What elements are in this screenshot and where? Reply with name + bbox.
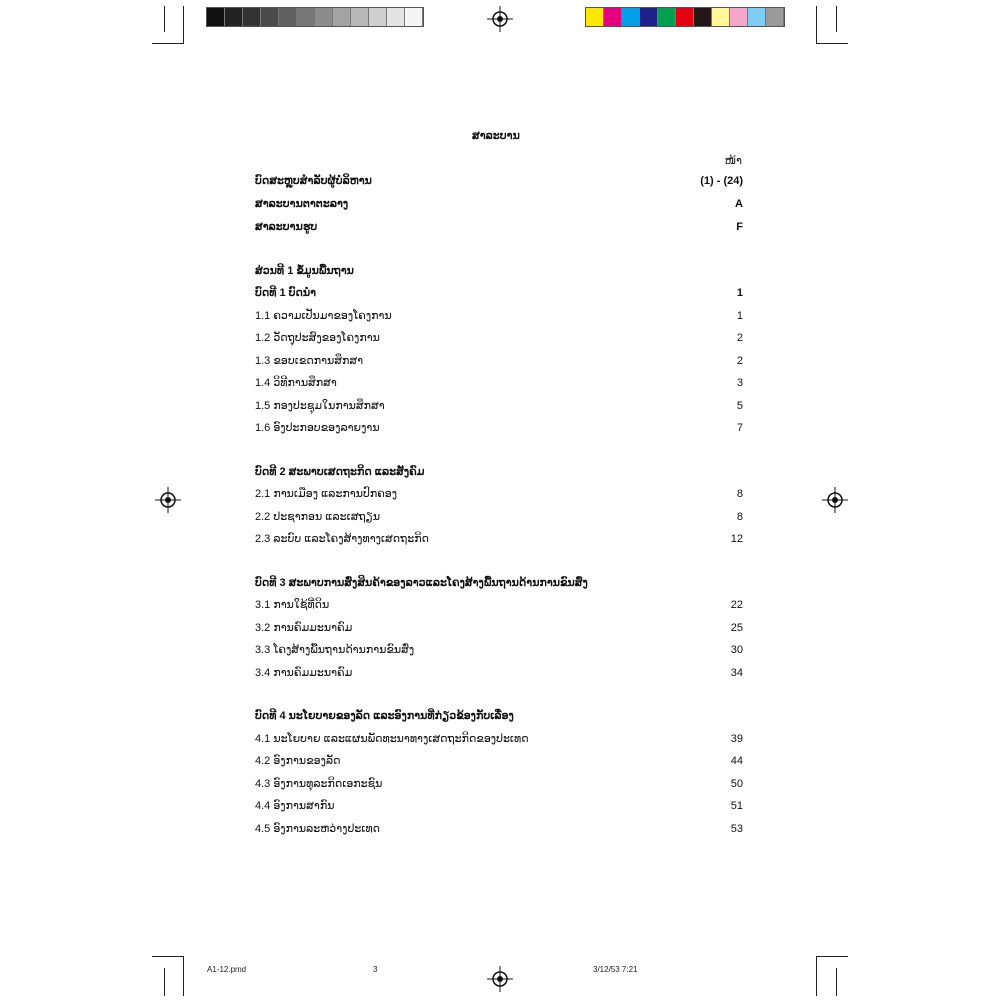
toc-section-entry-page: 3 <box>736 377 743 389</box>
toc-section-entry-label: 3.2 ການຄົມມະນາຄົມ <box>255 621 353 634</box>
toc-section-entry-label: 4.3 ອົງການທຸລະກິດເອກະຊົນ <box>255 777 383 790</box>
crop-mark <box>816 43 848 44</box>
grayscale-calibration-strip <box>206 7 424 27</box>
toc-section-entry <box>255 777 743 790</box>
calibration-swatch <box>351 8 369 26</box>
toc-section-entry-page: 44 <box>730 755 743 767</box>
toc-chapter-heading <box>255 576 743 589</box>
toc-section-entry-label: 2.1 ການເມືອງ ແລະການປົກຄອງ <box>255 488 398 500</box>
registration-mark-icon <box>822 487 848 513</box>
calibration-swatch <box>387 8 405 26</box>
toc-section-entry-page: 34 <box>730 666 743 679</box>
toc-part-heading <box>255 264 743 277</box>
toc-section-entry <box>255 354 743 367</box>
toc-chapter-heading-label: ບົດທີ 1 ບົດນຳ <box>255 287 317 299</box>
calibration-swatch <box>622 8 640 26</box>
toc-section-entry-page: 30 <box>730 644 743 656</box>
toc-section-entry <box>255 399 743 412</box>
registration-mark-icon <box>487 6 513 32</box>
toc-section-entry-page: 39 <box>730 732 743 745</box>
toc-section-entry <box>255 309 743 322</box>
toc-front-entry <box>255 174 743 187</box>
toc-section-entry <box>255 532 743 545</box>
toc-part-heading-label: ສ່ວນທີ 1 ຂໍ້ມູນພື້ນຖານ <box>255 265 354 277</box>
toc-section-entry-label: 1.2 ວັດຖຸປະສົງຂອງໂຄງການ <box>255 332 380 344</box>
toc-section-entry-label: 3.1 ການໃຊ້ທີ່ດິນ <box>255 599 330 611</box>
toc-section-entry-page: 25 <box>730 621 743 634</box>
toc-front-entry <box>255 220 743 233</box>
crop-mark <box>816 956 848 957</box>
toc-front-entry-label: ສາລະບານຕາຕະລາງ <box>255 198 349 210</box>
toc-section-entry-page: 8 <box>736 488 743 500</box>
toc-section-entry-label: 1.3 ຂອບເຂດການສຶກສາ <box>255 354 364 367</box>
calibration-swatch <box>748 8 766 26</box>
crop-mark <box>152 956 184 957</box>
calibration-swatch <box>369 8 387 26</box>
slug-page-number: 3 <box>373 965 378 974</box>
toc-section-entry-page: 50 <box>730 777 743 790</box>
toc-section-entry-page: 1 <box>736 309 743 322</box>
toc-front-entry <box>255 197 743 210</box>
registration-mark-icon <box>155 487 181 513</box>
toc-chapter-heading-label: ບົດທີ 4 ນະໂຍບາຍຂອງລັດ ແລະອົງການທີ່ກ່ຽວຂ້ອງກັບເລື່ອງ <box>255 710 514 722</box>
toc-section-entry-label: 1.6 ອົງປະກອບຂອງລາຍງານ <box>255 422 380 434</box>
toc-section-entry <box>255 598 743 611</box>
toc-section-entry-label: 1.5 ກອງປະຊຸມໃນການສຶກສາ <box>255 399 385 412</box>
toc-section-entry <box>255 621 743 634</box>
toc-front-entry-page: A <box>735 198 743 210</box>
toc-section-entry <box>255 754 743 767</box>
color-calibration-strip <box>585 7 785 27</box>
calibration-swatch <box>730 8 748 26</box>
calibration-swatch <box>315 8 333 26</box>
toc-chapter-heading <box>255 709 743 722</box>
page-column-label: ໜ້າ <box>724 155 742 167</box>
toc-section-entry-page: 2 <box>736 332 743 344</box>
toc-section-entry-label: 4.1 ນະໂຍບາຍ ແລະແຜນພັດທະນາທາງເສດຖະກິດຂອງປະເທດ <box>255 732 529 745</box>
toc-section-entry <box>255 331 743 344</box>
toc-section-entry-page: 51 <box>730 800 743 812</box>
calibration-swatch <box>658 8 676 26</box>
calibration-swatch <box>279 8 297 26</box>
toc-chapter-heading <box>255 465 743 478</box>
slug-datetime: 3/12/53 7:21 <box>593 965 638 974</box>
toc-section-entry-page: 12 <box>730 533 743 545</box>
registration-mark-icon <box>487 966 513 992</box>
calibration-swatch <box>405 8 423 26</box>
calibration-swatch <box>766 8 784 26</box>
crop-mark <box>836 6 837 32</box>
toc-section-entry-label: 2.2 ປະຊາກອນ ແລະເສຖຽນ <box>255 510 381 523</box>
toc-section-entry <box>255 643 743 656</box>
slug-file: A1-12.pmd <box>207 965 247 974</box>
calibration-swatch <box>243 8 261 26</box>
calibration-swatch <box>640 8 658 26</box>
toc-chapter-heading-page: 1 <box>736 287 743 299</box>
toc-front-entry-page: (1) - (24) <box>700 175 743 187</box>
toc-section-entry <box>255 799 743 812</box>
toc-front-entry-label: ສາລະບານຮູບ <box>255 221 318 233</box>
crop-mark <box>183 956 184 996</box>
toc-section-entry <box>255 510 743 523</box>
toc-front-entry-label: ບົດສະຫຼຸບສຳລັບຜູ້ບໍລິຫານ <box>255 175 372 187</box>
toc-section-entry-label: 1.4 ວິທີການສຶກສາ <box>255 377 337 389</box>
crop-mark <box>152 43 184 44</box>
calibration-swatch <box>586 8 604 26</box>
toc-section-entry-page: 53 <box>730 822 743 835</box>
calibration-swatch <box>694 8 712 26</box>
crop-mark <box>816 956 817 996</box>
toc-section-entry <box>255 487 743 500</box>
toc-chapter-heading-label: ບົດທີ 3 ສະພາບການສົ່ງສິນຄ້າຂອງລາວແລະໂຄງສ້າງພື້ນຖານດ້ານການຂົນສົ່ງ <box>255 576 588 589</box>
crop-mark <box>183 6 184 44</box>
toc-section-entry <box>255 421 743 434</box>
toc-section-entry-label: 4.2 ອົງການຂອງລັດ <box>255 755 341 767</box>
toc-section-entry-label: 4.5 ອົງການລະຫວ່າງປະເທດ <box>255 822 380 835</box>
toc-section-entry-label: 3.4 ການຄົມມະນາຄົມ <box>255 666 353 679</box>
toc-section-entry-page: 2 <box>736 354 743 367</box>
toc-section-entry <box>255 376 743 389</box>
calibration-swatch <box>261 8 279 26</box>
calibration-swatch <box>712 8 730 26</box>
toc-section-entry-label: 2.3 ລະບົບ ແລະໂຄງສ້າງທາງເສດຖະກິດ <box>255 533 429 545</box>
crop-mark <box>164 968 165 996</box>
toc-chapter-heading <box>255 286 743 299</box>
calibration-swatch <box>604 8 622 26</box>
toc-front-entry-page: F <box>736 221 743 233</box>
calibration-swatch <box>333 8 351 26</box>
toc-section-entry-label: 3.3 ໂຄງສ້າງພື້ນຖານດ້ານການຂົນສົ່ງ <box>255 644 415 656</box>
toc-section-entry-page: 7 <box>736 422 743 434</box>
toc-section-entry <box>255 732 743 745</box>
crop-mark <box>164 6 165 32</box>
toc-chapter-heading-label: ບົດທີ 2 ສະພາບເສດຖະກິດ ແລະສັງຄົມ <box>255 465 425 478</box>
crop-mark <box>816 6 817 44</box>
calibration-swatch <box>297 8 315 26</box>
page-title: ສາລະບານ <box>472 130 520 142</box>
toc-section-entry-page: 22 <box>730 599 743 611</box>
toc-section-entry-page: 8 <box>736 510 743 523</box>
crop-mark <box>836 968 837 996</box>
toc-section-entry-page: 5 <box>736 399 743 412</box>
toc-section-entry <box>255 822 743 835</box>
calibration-swatch <box>225 8 243 26</box>
toc-section-entry-label: 4.4 ອົງການສາກົນ <box>255 800 335 812</box>
calibration-swatch <box>676 8 694 26</box>
calibration-swatch <box>207 8 225 26</box>
toc-section-entry <box>255 666 743 679</box>
toc-section-entry-label: 1.1 ຄວາມເປັນມາຂອງໂຄງການ <box>255 309 392 322</box>
